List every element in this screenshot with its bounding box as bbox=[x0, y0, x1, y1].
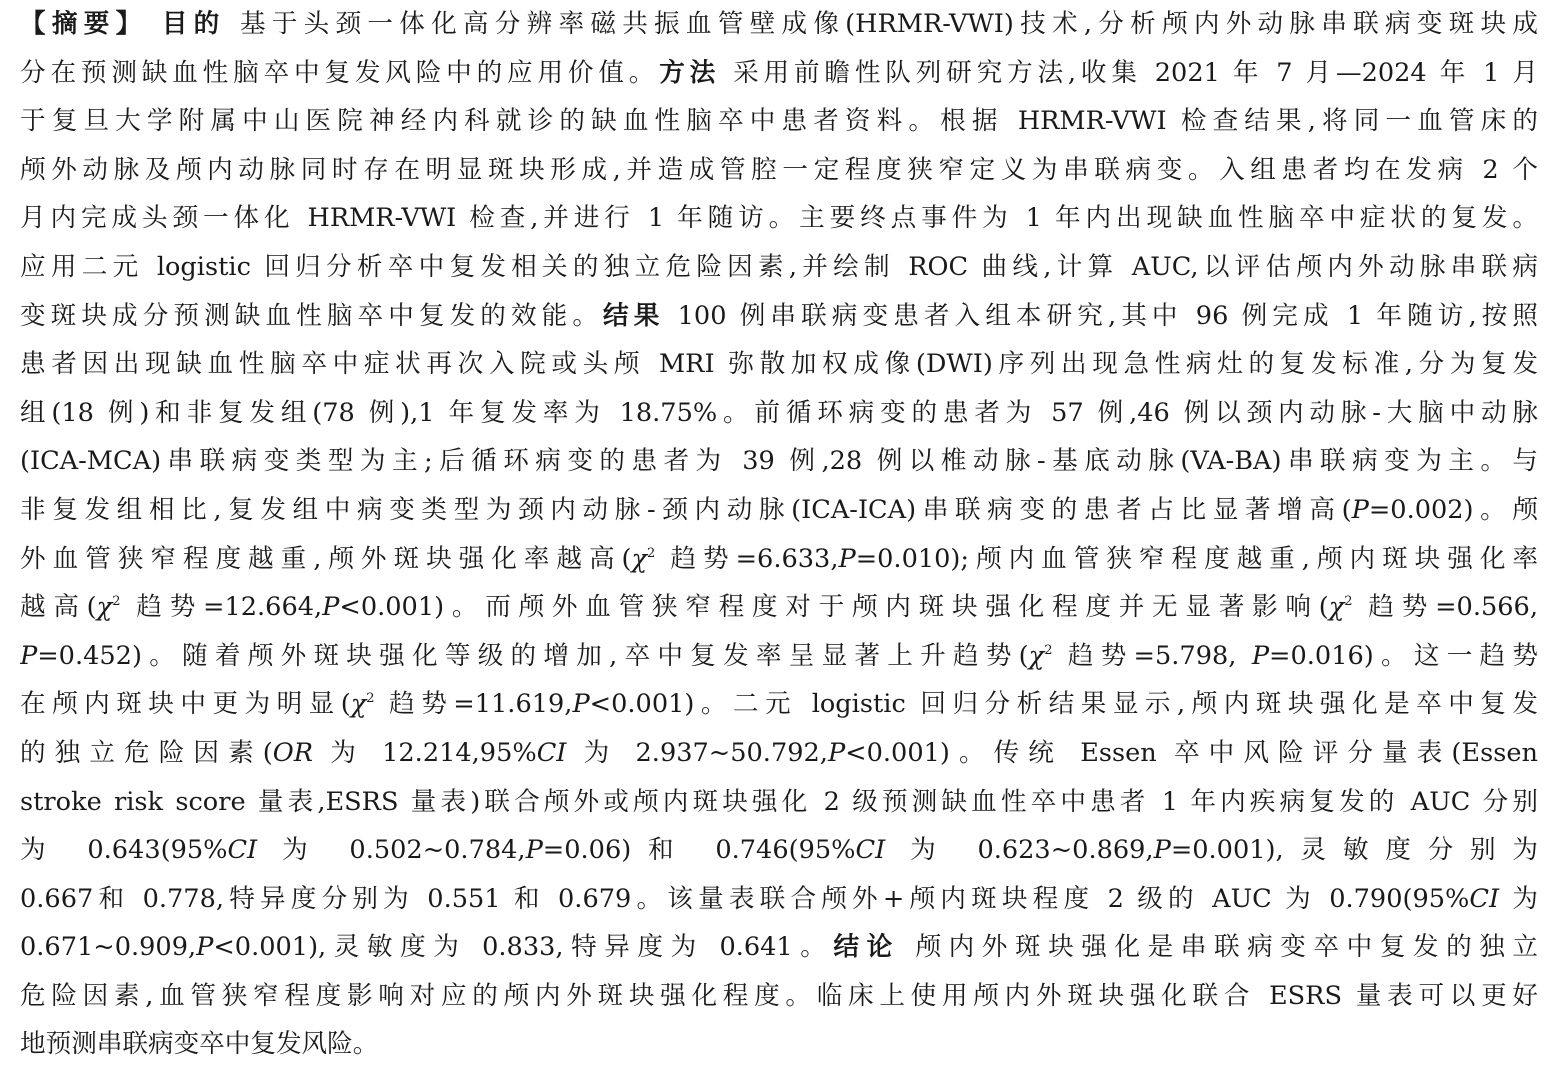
abstract-line bbox=[20, 632, 1538, 681]
abstract-text: 在颅内斑块中更为明显( bbox=[20, 689, 351, 720]
italic-symbol: P bbox=[838, 543, 856, 574]
abstract-text: =0.452)。随着颅外斑块强化等级的增加,卒中复发率呈显著上升趋势( bbox=[37, 640, 1029, 671]
abstract-text: 趋势=0.566, bbox=[1352, 592, 1538, 623]
abstract-line bbox=[20, 583, 1538, 632]
abstract-line bbox=[20, 1020, 1538, 1069]
abstract-text: 患者因出现缺血性脑卒中症状再次入院或头颅 MRI 弥散加权成像(DWI)序列出现急性病灶的复发标准,分为复发 bbox=[20, 349, 1538, 380]
abstract-line bbox=[20, 194, 1538, 243]
italic-symbol: χ bbox=[631, 543, 648, 574]
italic-symbol: P bbox=[525, 835, 543, 866]
italic-symbol: P bbox=[827, 737, 846, 768]
abstract-text: <0.001)。而颅外血管狭窄程度对于颅内斑块强化程度并无显著影响( bbox=[339, 592, 1329, 623]
section-heading: 结论 bbox=[833, 932, 900, 963]
abstract-line bbox=[20, 826, 1538, 875]
abstract-line bbox=[20, 0, 1538, 49]
italic-symbol: OR bbox=[272, 737, 313, 768]
abstract-text: 趋势=6.633, bbox=[655, 543, 839, 574]
superscript: 2 bbox=[1044, 642, 1053, 658]
abstract-text: 基于头颈一体化高分辨率磁共振血管壁成像(HRMR-VWI)技术,分析颅内外动脉串联病变斑块成 bbox=[225, 9, 1538, 39]
abstract-text: 的独立危险因素( bbox=[20, 737, 273, 768]
section-heading: 【摘要】 bbox=[20, 9, 148, 39]
abstract-text: 100 例串联病变患者入组本研究,其中 96 例完成 1 年随访,按照 bbox=[664, 300, 1538, 331]
abstract-text: (ICA-MCA)串联病变类型为主;后循环病变的患者为 39 例,28 例以椎动脉-基底动脉(VA-BA)串联病变为主。与 bbox=[20, 446, 1538, 477]
abstract-text: <0.001)。二元 logistic 回归分析结果显示,颅内斑块强化是卒中复发 bbox=[589, 689, 1538, 720]
italic-symbol: P bbox=[1251, 640, 1270, 671]
abstract-line bbox=[20, 49, 1538, 98]
abstract-text: 于复旦大学附属中山医院神经内科就诊的缺血性脑卒中患者资料。根据 HRMR-VWI 检查结果,将同一血管床的 bbox=[20, 106, 1538, 137]
abstract-text: 为 12.214,95% bbox=[313, 737, 537, 768]
italic-symbol: P bbox=[20, 640, 38, 671]
abstract-text: 应用二元 logistic 回归分析卒中复发相关的独立危险因素,并绘制 ROC 曲线,计算 AUC,以评估颅内外动脉串联病 bbox=[20, 251, 1538, 282]
abstract-text: 越高( bbox=[20, 592, 97, 623]
abstract-text: 趋势=12.664, bbox=[120, 592, 323, 623]
italic-symbol: CI bbox=[227, 835, 258, 866]
abstract-text: 0.671~0.909, bbox=[20, 932, 197, 963]
abstract-text: =0.001),灵敏度分别为 bbox=[1170, 835, 1538, 866]
abstract-text: 地预测串联病变卒中复发风险。 bbox=[20, 1029, 379, 1060]
abstract-body bbox=[20, 0, 1538, 1069]
abstract-line bbox=[20, 292, 1538, 341]
italic-symbol: P bbox=[322, 592, 340, 623]
italic-symbol: χ bbox=[1028, 640, 1045, 671]
abstract-text: 为 0.623~0.869, bbox=[885, 835, 1154, 866]
italic-symbol: χ bbox=[96, 592, 113, 623]
abstract-text: 外血管狭窄程度越重,颅外斑块强化率越高( bbox=[20, 543, 632, 574]
superscript: 2 bbox=[112, 594, 121, 610]
abstract-line bbox=[20, 729, 1538, 778]
abstract-line bbox=[20, 972, 1538, 1021]
abstract-text: 组(18 例)和非复发组(78 例),1 年复发率为 18.75%。前循环病变的患者为 57 例,46 例以颈内动脉-大脑中动脉 bbox=[20, 397, 1538, 428]
abstract-text: <0.001)。传统 Essen 卒中风险评分量表(Essen bbox=[845, 737, 1538, 768]
abstract-text: 为 bbox=[1499, 883, 1538, 914]
abstract-line bbox=[20, 486, 1538, 535]
italic-symbol: P bbox=[1351, 494, 1369, 525]
abstract-text: =0.010);颅内血管狭窄程度越重,颅内斑块强化率 bbox=[855, 543, 1538, 574]
abstract-line bbox=[20, 680, 1538, 729]
abstract-text: 采用前瞻性队列研究方法,收集 2021 年 7 月—2024 年 1 月 bbox=[720, 57, 1538, 88]
abstract-text: stroke risk score 量表,ESRS 量表)联合颅外或颅内斑块强化 2 级预测缺血性卒中患者 1 年内疾病复发的 AUC 分别 bbox=[20, 786, 1538, 817]
abstract-text: 颅外动脉及颅内动脉同时存在明显斑块形成,并造成管腔一定程度狭窄定义为串联病变。入组患者均在发病 2 个 bbox=[20, 154, 1538, 185]
section-heading: 方法 bbox=[659, 57, 721, 88]
abstract-text: <0.001),灵敏度为 0.833,特异度为 0.641。 bbox=[213, 932, 834, 963]
italic-symbol: CI bbox=[855, 835, 886, 866]
abstract-line bbox=[20, 97, 1538, 146]
italic-symbol: CI bbox=[1469, 883, 1500, 914]
abstract-line bbox=[20, 389, 1538, 438]
italic-symbol: CI bbox=[536, 737, 567, 768]
italic-symbol: P bbox=[196, 932, 214, 963]
abstract-line bbox=[20, 875, 1538, 924]
abstract-text: 0.667和 0.778,特异度分别为 0.551 和 0.679。该量表联合颅外+颅内斑块程度 2 级的 AUC 为 0.790(95% bbox=[20, 883, 1470, 914]
abstract-text: 分在预测缺血性脑卒中复发风险中的应用价值。 bbox=[20, 57, 660, 88]
section-heading: 结果 bbox=[603, 300, 665, 331]
superscript: 2 bbox=[647, 545, 656, 561]
abstract-text: 趋势=5.798, bbox=[1052, 640, 1252, 671]
superscript: 2 bbox=[366, 691, 375, 707]
italic-symbol: P bbox=[572, 689, 590, 720]
abstract-text: 月内完成头颈一体化 HRMR-VWI 检查,并进行 1 年随访。主要终点事件为 1 年内出现缺血性脑卒中症状的复发。 bbox=[20, 203, 1538, 234]
abstract-text: 为 0.502~0.784, bbox=[257, 835, 526, 866]
abstract-text: 危险因素,血管狭窄程度影响对应的颅内外斑块强化程度。临床上使用颅内外斑块强化联合 ESRS 量表可以更好 bbox=[20, 980, 1538, 1011]
abstract-line bbox=[20, 437, 1538, 486]
abstract-line bbox=[20, 923, 1538, 972]
abstract-text: 趋势=11.619, bbox=[374, 689, 573, 720]
abstract-text bbox=[147, 9, 161, 39]
italic-symbol: χ bbox=[1328, 592, 1345, 623]
section-heading: 目的 bbox=[161, 9, 226, 39]
abstract-line bbox=[20, 778, 1538, 827]
superscript: 2 bbox=[1344, 594, 1353, 610]
abstract-text: 为 2.937~50.792, bbox=[566, 737, 828, 768]
abstract-line bbox=[20, 243, 1538, 292]
abstract-text: =0.06)和 0.746(95% bbox=[542, 835, 856, 866]
italic-symbol: P bbox=[1153, 835, 1171, 866]
abstract-text: =0.016)。这一趋势 bbox=[1269, 640, 1538, 671]
abstract-text: 非复发组相比,复发组中病变类型为颈内动脉-颈内动脉(ICA-ICA)串联病变的患者占比显著增高( bbox=[20, 494, 1352, 525]
abstract-text: 为 0.643(95% bbox=[20, 835, 228, 866]
abstract-text: 颅内外斑块强化是串联病变卒中复发的独立 bbox=[899, 932, 1538, 963]
italic-symbol: χ bbox=[350, 689, 367, 720]
abstract-text: =0.002)。颅 bbox=[1368, 494, 1538, 525]
abstract-line bbox=[20, 535, 1538, 584]
abstract-line bbox=[20, 146, 1538, 195]
abstract-text: 变斑块成分预测缺血性脑卒中复发的效能。 bbox=[20, 300, 604, 331]
abstract-line bbox=[20, 340, 1538, 389]
